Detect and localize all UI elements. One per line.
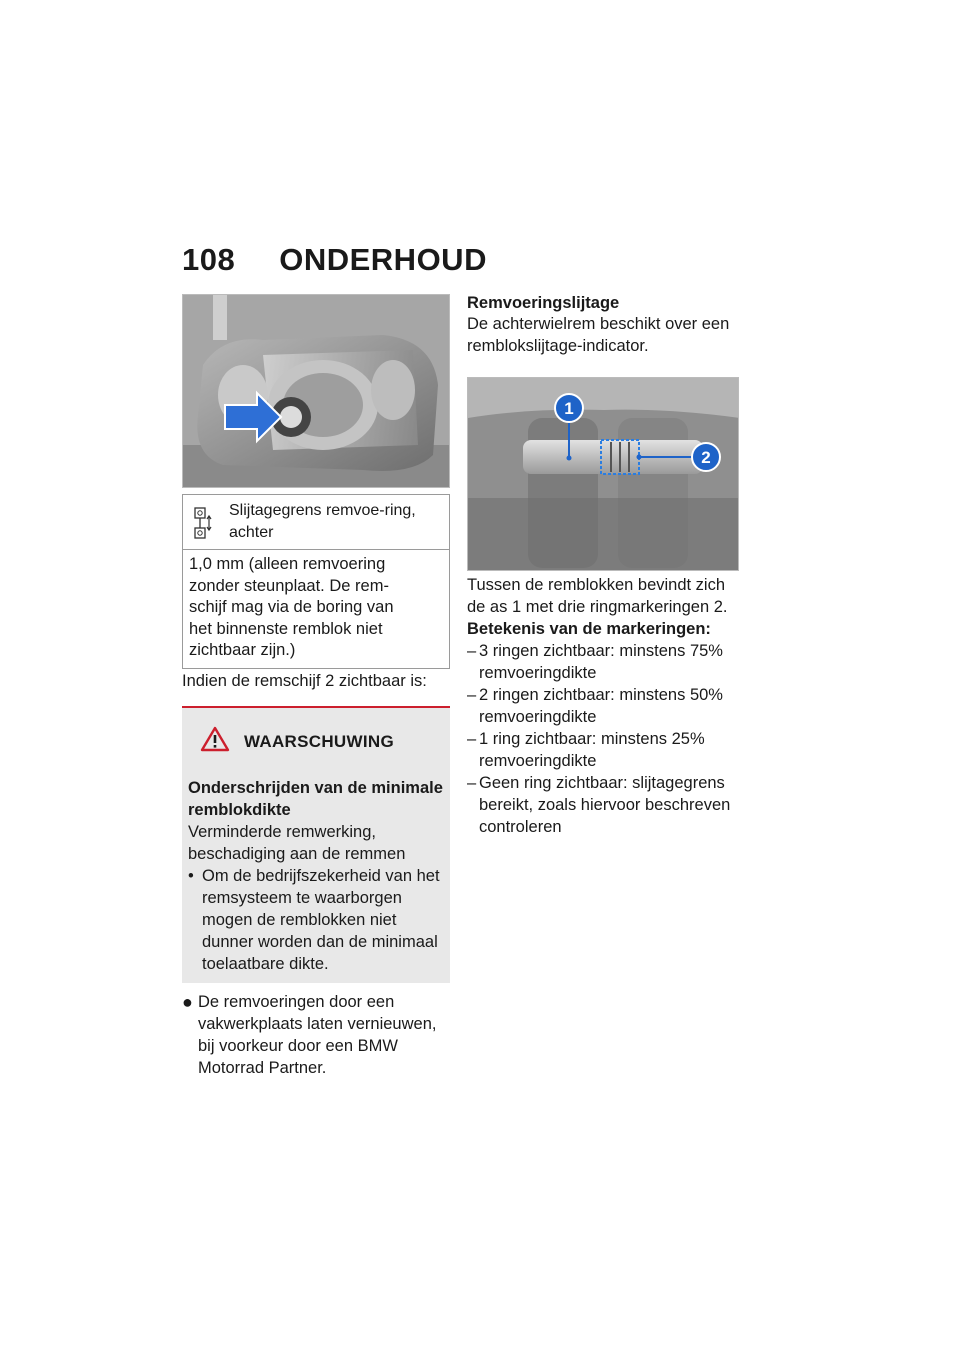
wear-indicator-photo xyxy=(467,377,739,571)
section-heading: Remvoeringslijtage xyxy=(467,294,620,312)
page-number: 108 xyxy=(182,242,236,277)
left-column xyxy=(182,294,450,1079)
warning-consequence: Verminderde remwerking, beschadiging aan de remmen xyxy=(188,823,406,863)
svg-text:1: 1 xyxy=(564,399,574,418)
spec-line: 1,0 mm (alleen remvoering xyxy=(189,555,386,573)
chapter-title: ONDERHOUD xyxy=(279,242,487,277)
list-item-text: 3 ringen zichtbaar: minstens 75% remvoeringdikte xyxy=(479,642,723,682)
dash-mark: – xyxy=(467,730,477,748)
dash-mark: – xyxy=(467,774,477,792)
right-column xyxy=(467,292,739,838)
warning-bullet-text: Om de bedrijfszekerheid van het remsysteem te waarborgen mogen de remblokken niet dunner worden dan de minimaal toelaatbare dikte. xyxy=(202,867,440,973)
list-item xyxy=(467,772,739,838)
list-item xyxy=(467,640,739,684)
thickness-gauge-icon xyxy=(189,500,229,545)
list-item-text: Geen ring zichtbaar: slijtagegrens bereikt, zoals hiervoor beschreven controleren xyxy=(479,774,731,836)
dash-mark: – xyxy=(467,642,477,660)
warning-bullet xyxy=(188,865,444,975)
warning-triangle-icon xyxy=(200,726,230,757)
list-item-text: 1 ring zichtbaar: minstens 25% remvoeringdikte xyxy=(479,730,705,770)
spec-line: zichtbaar zijn.) xyxy=(189,641,296,659)
brake-caliper-photo xyxy=(182,294,450,488)
spec-value xyxy=(183,550,449,668)
section-intro: De achterwielrem beschikt over een remblokslijtage-indicator. xyxy=(467,315,730,355)
list-item xyxy=(467,684,739,728)
spec-line: schijf mag via de boring van xyxy=(189,598,394,616)
action-text: De remvoeringen door een vakwerkplaats laten vernieuwen, bij voorkeur door een BMW Motorrad Partner. xyxy=(198,993,437,1077)
callout-1 xyxy=(555,394,583,422)
list-item xyxy=(467,728,739,772)
warning-header xyxy=(200,726,444,757)
markings-heading: Betekenis van de markeringen: xyxy=(467,620,711,638)
spec-title: Slijtagegrens remvoe-ring, achter xyxy=(229,502,416,541)
svg-text:2: 2 xyxy=(701,448,711,467)
callout-2 xyxy=(692,443,720,471)
description-text: Tussen de remblokken bevindt zich de as 1 met drie ringmarkeringen 2. xyxy=(467,576,728,616)
spec-line: het binnenste remblok niet xyxy=(189,619,383,638)
condition-text: Indien de remschijf 2 zichtbaar is: xyxy=(182,671,427,690)
dash-mark: – xyxy=(467,686,477,704)
warning-box xyxy=(182,706,450,983)
spec-box xyxy=(182,494,450,669)
list-item-text: 2 ringen zichtbaar: minstens 50% remvoeringdikte xyxy=(479,686,723,726)
page-header xyxy=(182,242,487,278)
spec-line: zonder steunplaat. De rem- xyxy=(189,576,389,595)
bullet-mark: • xyxy=(188,867,194,885)
spec-header xyxy=(183,495,449,550)
warning-title: WAARSCHUWING xyxy=(244,731,394,751)
action-item xyxy=(182,991,450,1079)
warning-subtitle: Onderschrijden van de minimale remblokdikte xyxy=(188,779,443,819)
bullet-mark: ● xyxy=(182,992,193,1012)
